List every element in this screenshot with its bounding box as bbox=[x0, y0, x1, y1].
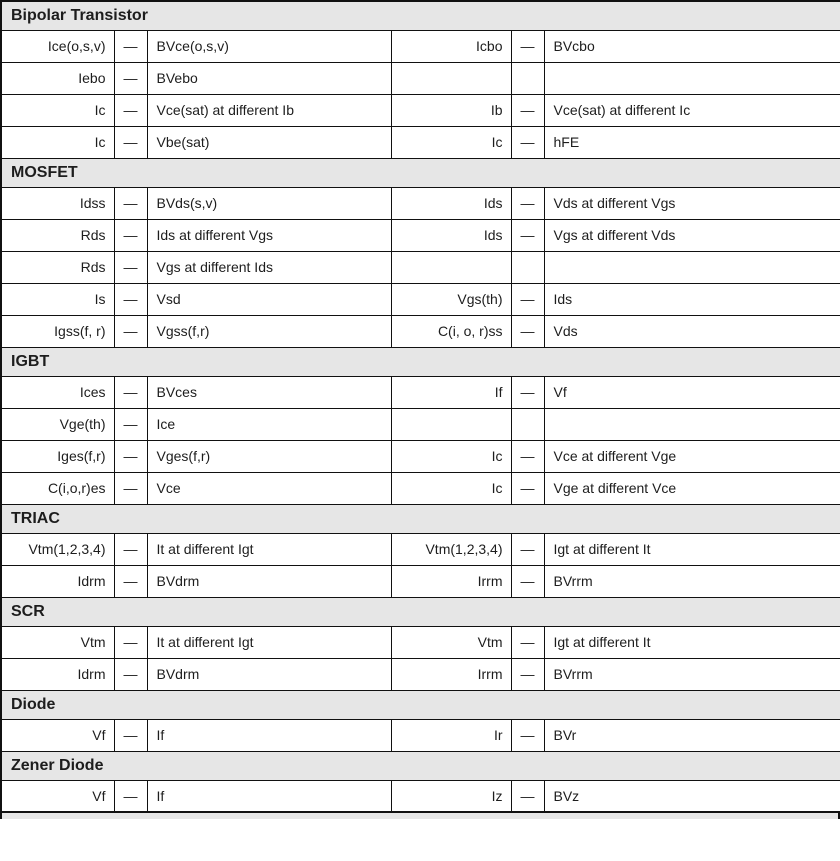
right-param-cell: Vtm(1,2,3,4) bbox=[391, 533, 511, 565]
left-dash-cell: — bbox=[114, 533, 147, 565]
table-row bbox=[1, 780, 840, 812]
left-desc-cell: Vbe(sat) bbox=[147, 126, 391, 158]
left-param-cell: Idrm bbox=[1, 565, 114, 597]
left-desc-cell: BVce(o,s,v) bbox=[147, 30, 391, 62]
table-row bbox=[1, 440, 840, 472]
section-row bbox=[1, 597, 840, 626]
table-row bbox=[1, 658, 840, 690]
left-desc-cell: It at different Igt bbox=[147, 533, 391, 565]
section-header-title: Diode bbox=[1, 690, 840, 719]
left-desc-cell: Vgs at different Ids bbox=[147, 251, 391, 283]
right-dash-cell bbox=[511, 62, 544, 94]
table-row bbox=[1, 187, 840, 219]
right-param-cell bbox=[391, 62, 511, 94]
left-dash-cell: — bbox=[114, 376, 147, 408]
right-desc-cell bbox=[544, 62, 840, 94]
section-row bbox=[1, 1, 840, 30]
left-desc-cell: Ids at different Vgs bbox=[147, 219, 391, 251]
right-dash-cell: — bbox=[511, 719, 544, 751]
left-dash-cell: — bbox=[114, 719, 147, 751]
table-row bbox=[1, 283, 840, 315]
section-header-title: IGBT bbox=[1, 347, 840, 376]
left-desc-cell: BVdrm bbox=[147, 658, 391, 690]
table-row bbox=[1, 62, 840, 94]
right-desc-cell: BVr bbox=[544, 719, 840, 751]
section-row bbox=[1, 158, 840, 187]
left-desc-cell: If bbox=[147, 719, 391, 751]
table-row bbox=[1, 533, 840, 565]
right-dash-cell bbox=[511, 408, 544, 440]
left-desc-cell: Vgss(f,r) bbox=[147, 315, 391, 347]
left-desc-cell: Vsd bbox=[147, 283, 391, 315]
right-desc-cell: BVz bbox=[544, 780, 840, 812]
right-param-cell: Icbo bbox=[391, 30, 511, 62]
section-header-title: Bipolar Transistor bbox=[1, 1, 840, 30]
right-param-cell: Irrm bbox=[391, 565, 511, 597]
right-desc-cell: Igt at different It bbox=[544, 533, 840, 565]
right-param-cell bbox=[391, 251, 511, 283]
right-desc-cell: BVrrm bbox=[544, 658, 840, 690]
right-desc-cell: Vge at different Vce bbox=[544, 472, 840, 504]
left-desc-cell: Vce(sat) at different Ib bbox=[147, 94, 391, 126]
right-desc-cell: Igt at different It bbox=[544, 626, 840, 658]
right-dash-cell: — bbox=[511, 658, 544, 690]
section-header-title: Zener Diode bbox=[1, 751, 840, 780]
section-row bbox=[1, 751, 840, 780]
right-dash-cell: — bbox=[511, 780, 544, 812]
right-desc-cell: Vf bbox=[544, 376, 840, 408]
right-param-cell: Ic bbox=[391, 126, 511, 158]
left-param-cell: Iges(f,r) bbox=[1, 440, 114, 472]
left-dash-cell: — bbox=[114, 187, 147, 219]
right-dash-cell: — bbox=[511, 472, 544, 504]
left-desc-cell: BVces bbox=[147, 376, 391, 408]
left-param-cell: Vge(th) bbox=[1, 408, 114, 440]
table-row bbox=[1, 719, 840, 751]
right-param-cell: Vtm bbox=[391, 626, 511, 658]
left-dash-cell: — bbox=[114, 251, 147, 283]
right-dash-cell bbox=[511, 251, 544, 283]
right-dash-cell: — bbox=[511, 187, 544, 219]
left-param-cell: Igss(f, r) bbox=[1, 315, 114, 347]
right-param-cell: Irrm bbox=[391, 658, 511, 690]
left-param-cell: Ic bbox=[1, 126, 114, 158]
right-desc-cell: Vce at different Vge bbox=[544, 440, 840, 472]
left-param-cell: Idrm bbox=[1, 658, 114, 690]
left-param-cell: Vtm bbox=[1, 626, 114, 658]
section-header-title: TRIAC bbox=[1, 504, 840, 533]
table-row bbox=[1, 565, 840, 597]
right-dash-cell: — bbox=[511, 533, 544, 565]
left-param-cell: Iebo bbox=[1, 62, 114, 94]
left-desc-cell: BVebo bbox=[147, 62, 391, 94]
left-param-cell: Is bbox=[1, 283, 114, 315]
left-dash-cell: — bbox=[114, 565, 147, 597]
left-desc-cell: BVds(s,v) bbox=[147, 187, 391, 219]
right-desc-cell: BVrrm bbox=[544, 565, 840, 597]
right-param-cell: Ids bbox=[391, 187, 511, 219]
left-desc-cell: It at different Igt bbox=[147, 626, 391, 658]
right-dash-cell: — bbox=[511, 219, 544, 251]
right-desc-cell: Vce(sat) at different Ic bbox=[544, 94, 840, 126]
left-desc-cell: If bbox=[147, 780, 391, 812]
right-desc-cell: Vgs at different Vds bbox=[544, 219, 840, 251]
section-header-title: MOSFET bbox=[1, 158, 840, 187]
left-dash-cell: — bbox=[114, 440, 147, 472]
left-dash-cell: — bbox=[114, 219, 147, 251]
left-param-cell: Vf bbox=[1, 719, 114, 751]
right-param-cell: Ic bbox=[391, 472, 511, 504]
right-param-cell: Iz bbox=[391, 780, 511, 812]
left-dash-cell: — bbox=[114, 658, 147, 690]
left-dash-cell: — bbox=[114, 30, 147, 62]
right-param-cell: If bbox=[391, 376, 511, 408]
table-row bbox=[1, 376, 840, 408]
right-desc-cell: Vds bbox=[544, 315, 840, 347]
table-row bbox=[1, 251, 840, 283]
section-header-title: SCR bbox=[1, 597, 840, 626]
right-dash-cell: — bbox=[511, 626, 544, 658]
right-desc-cell: Vds at different Vgs bbox=[544, 187, 840, 219]
right-param-cell: Vgs(th) bbox=[391, 283, 511, 315]
right-desc-cell bbox=[544, 408, 840, 440]
left-desc-cell: Ice bbox=[147, 408, 391, 440]
table-row bbox=[1, 94, 840, 126]
right-param-cell: Ic bbox=[391, 440, 511, 472]
left-param-cell: Ice(o,s,v) bbox=[1, 30, 114, 62]
right-dash-cell: — bbox=[511, 126, 544, 158]
section-row bbox=[1, 690, 840, 719]
right-param-cell bbox=[391, 408, 511, 440]
right-dash-cell: — bbox=[511, 315, 544, 347]
table-row bbox=[1, 472, 840, 504]
right-desc-cell bbox=[544, 251, 840, 283]
right-desc-cell: hFE bbox=[544, 126, 840, 158]
left-dash-cell: — bbox=[114, 626, 147, 658]
left-param-cell: Ices bbox=[1, 376, 114, 408]
section-row bbox=[1, 347, 840, 376]
left-dash-cell: — bbox=[114, 62, 147, 94]
left-param-cell: Ic bbox=[1, 94, 114, 126]
next-section-header-partial bbox=[0, 813, 840, 819]
table-row bbox=[1, 315, 840, 347]
right-dash-cell: — bbox=[511, 30, 544, 62]
left-dash-cell: — bbox=[114, 126, 147, 158]
right-param-cell: C(i, o, r)ss bbox=[391, 315, 511, 347]
left-param-cell: Rds bbox=[1, 251, 114, 283]
right-param-cell: Ids bbox=[391, 219, 511, 251]
table-row bbox=[1, 626, 840, 658]
right-dash-cell: — bbox=[511, 440, 544, 472]
table-row bbox=[1, 408, 840, 440]
left-dash-cell: — bbox=[114, 315, 147, 347]
right-dash-cell: — bbox=[511, 94, 544, 126]
left-desc-cell: Vce bbox=[147, 472, 391, 504]
table-row bbox=[1, 126, 840, 158]
right-desc-cell: BVcbo bbox=[544, 30, 840, 62]
right-dash-cell: — bbox=[511, 283, 544, 315]
left-dash-cell: — bbox=[114, 408, 147, 440]
section-row bbox=[1, 504, 840, 533]
left-param-cell: Vtm(1,2,3,4) bbox=[1, 533, 114, 565]
left-dash-cell: — bbox=[114, 472, 147, 504]
left-desc-cell: Vges(f,r) bbox=[147, 440, 391, 472]
right-dash-cell: — bbox=[511, 376, 544, 408]
table-body bbox=[1, 1, 840, 812]
left-dash-cell: — bbox=[114, 94, 147, 126]
left-param-cell: C(i,o,r)es bbox=[1, 472, 114, 504]
left-dash-cell: — bbox=[114, 283, 147, 315]
right-desc-cell: Ids bbox=[544, 283, 840, 315]
left-param-cell: Idss bbox=[1, 187, 114, 219]
left-param-cell: Rds bbox=[1, 219, 114, 251]
right-param-cell: Ir bbox=[391, 719, 511, 751]
right-dash-cell: — bbox=[511, 565, 544, 597]
left-desc-cell: BVdrm bbox=[147, 565, 391, 597]
left-dash-cell: — bbox=[114, 780, 147, 812]
right-param-cell: Ib bbox=[391, 94, 511, 126]
left-param-cell: Vf bbox=[1, 780, 114, 812]
table-row bbox=[1, 219, 840, 251]
table-row bbox=[1, 30, 840, 62]
